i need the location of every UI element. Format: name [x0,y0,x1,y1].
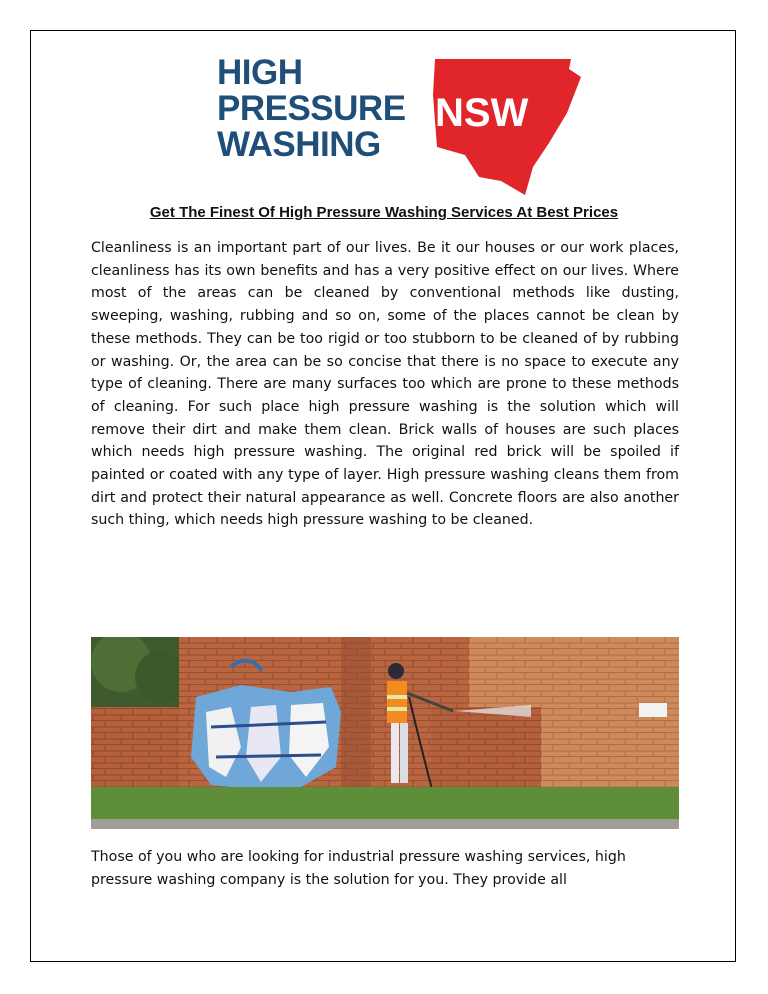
logo-line-2: PRESSURE [217,89,406,128]
logo-line-1: HIGH [217,53,303,92]
nsw-badge-text: NSW [435,91,529,135]
logo-wordmark [217,55,406,163]
body-paragraph-1: Cleanliness is an important part of our lives. Be it our houses or our work places, cleanliness has its own benefits and has a very positive effect on our lives. Where most of the areas can be cleaned by conventional methods like dusting, sweeping, washing, rubbing and so on, some of the places cannot be clean by these methods. They can be too rigid or too stubborn to be cleaned of by rubbing or washing. Or, the area can be so concise that there is no space to execute any type of cleaning. There are many surfaces too which are prone to these methods of cleaning. For such place high pressure washing is the solution which will remove their dirt and make them clean. Brick walls of houses are such places which needs high pressure washing. The original red brick will be spoiled if painted or coated with any type of layer. High pressure washing cleans them from dirt and protect their natural appearance as well. Concrete floors are also another such thing, which needs high pressure washing to be cleaned. [91,240,679,529]
body-paragraph-2: Those of you who are looking for industrial pressure washing services, high pressure washing company is the solution for you. They provide all [91,849,626,888]
pressure-washing-photo [91,637,679,829]
photo-illustration [91,637,679,829]
document-page [30,30,736,962]
company-logo [217,55,587,205]
logo-line-3: WASHING [217,125,381,164]
article-heading: Get The Finest Of High Pressure Washing Services At Best Prices [149,204,619,221]
